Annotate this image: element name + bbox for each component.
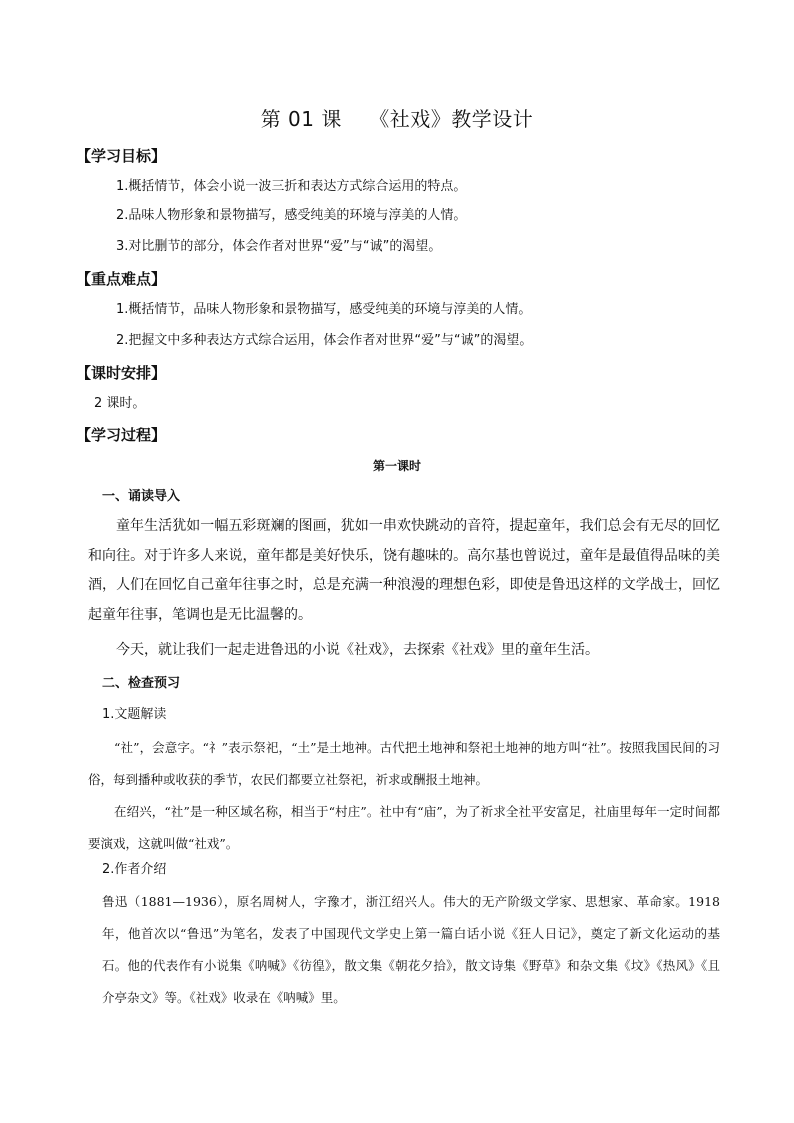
paragraph-author: 鲁迅（1881—1936），原名周树人，字豫才，浙江绍兴人。伟大的无产阶级文学家、思想家、革命家。1918 年，他首次以“鲁迅”为笔名，发表了中国现代文学史上第一篇白话小说《狂人日记》，奠定了新文化运动的基石。他的代表作有小说集《呐喊》《彷徨》，散文集《朝花夕拾》，散文诗集《野草》和杂文集《坟》《热风》《且介亭杂文》等。《社戏》收录在《呐喊》里。: [102, 894, 720, 1005]
paragraph-she-meaning: “社”，会意字。“礻”表示祭祀，“土”是土地神。古代把土地神和祭祀土地神的地方叫“社”。按照我国民间的习俗，每到播种或收获的季节，农民们都要立社祭祀，祈求或酬报土地神。: [88, 740, 720, 787]
subsection-title-explanation: 1.文题解读: [102, 707, 167, 722]
heading-learning-process: 【学习过程】: [76, 426, 167, 444]
goal-item-1: 1.概括情节，体会小说一波三折和表达方式综合运用的特点。: [116, 179, 467, 194]
paragraph-she-xi: 在绍兴，“社”是一种区域名称，相当于“村庄”。社中有“庙”，为了祈求全社平安富足，社庙里每年一定时间都要演戏，这就叫做“社戏”。: [88, 804, 720, 851]
lesson-one-title: 第一课时: [372, 459, 421, 473]
goal-item-2: 2.品味人物形象和景物描写，感受纯美的环境与淳美的人情。: [116, 208, 467, 223]
key-item-2: 2.把握文中多种表达方式综合运用，体会作者对世界“爱”与“诚”的渴望。: [116, 333, 533, 348]
paragraph-intro: 童年生活犹如一幅五彩斑斓的图画，犹如一串欢快跳动的音符，提起童年，我们总会有无尽的回忆和向往。对于许多人来说，童年都是美好快乐，饶有趣味的。高尔基也曾说过，童年是最值得品味的美酒，人们在回忆自己童年往事之时，总是充满一种浪漫的理想色彩，即使是鲁迅这样的文学战士，回忆起童年往事，笔调也是无比温馨的。: [88, 518, 720, 623]
key-item-1: 1.概括情节，品味人物形象和景物描写，感受纯美的环境与淳美的人情。: [116, 302, 532, 317]
schedule-text: 2 课时。: [94, 396, 146, 411]
section-preview-check: 二、检查预习: [102, 676, 181, 691]
section-reading-intro: 一、诵读导入: [102, 489, 181, 504]
heading-schedule: 【课时安排】: [76, 364, 167, 382]
goal-item-3: 3.对比删节的部分，体会作者对世界“爱”与“诚”的渴望。: [116, 239, 442, 254]
subsection-author-intro: 2.作者介绍: [102, 862, 167, 877]
paragraph-today: 今天，就让我们一起走进鲁迅的小说《社戏》，去探索《社戏》里的童年生活。: [116, 642, 599, 658]
heading-key-points: 【重点难点】: [76, 270, 167, 288]
heading-learning-goals: 【学习目标】: [76, 147, 167, 165]
document-title: 第 01 课 《社戏》教学设计: [260, 107, 534, 131]
